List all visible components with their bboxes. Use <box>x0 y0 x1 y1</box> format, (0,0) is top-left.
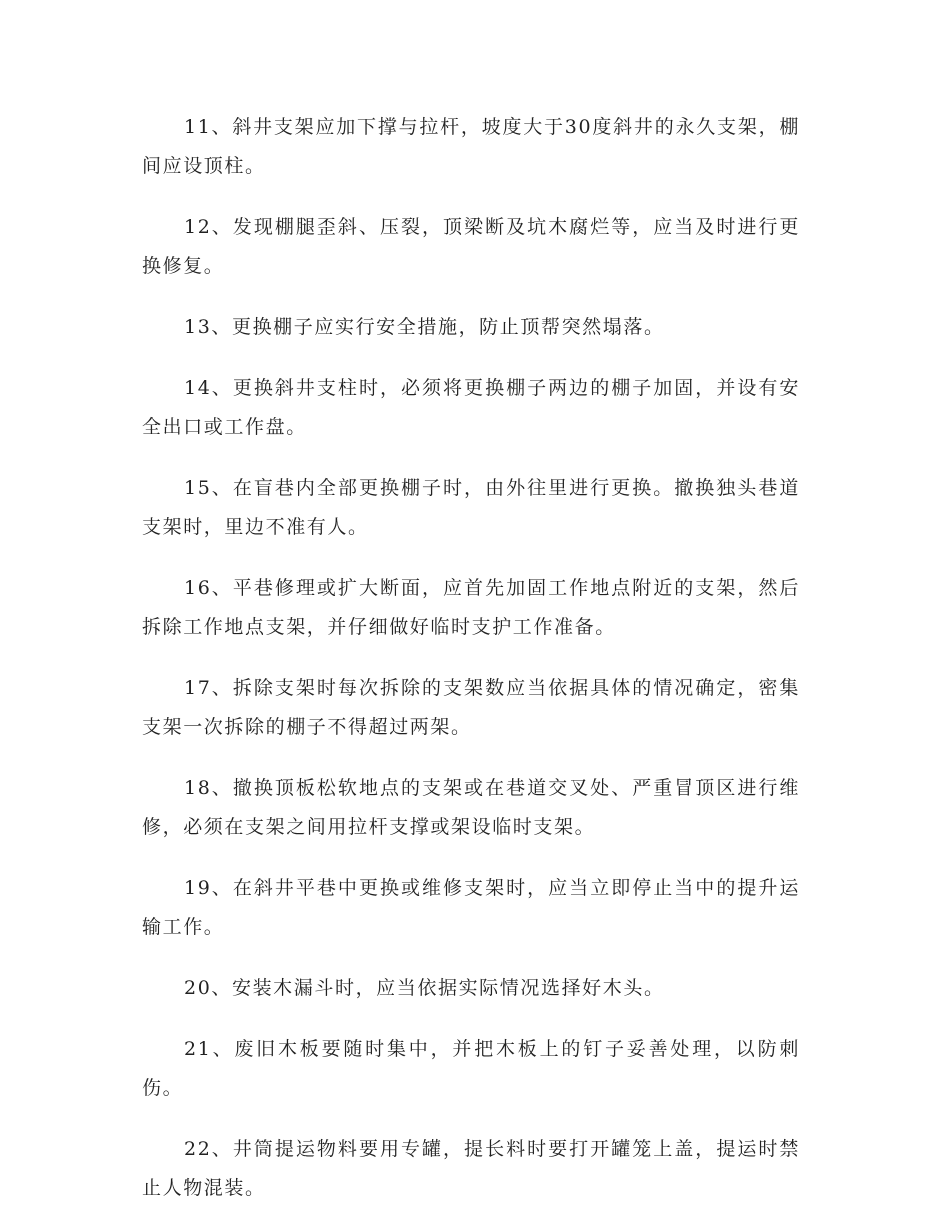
paragraph-17: 17、拆除支架时每次拆除的支架数应当依据具体的情况确定，密集支架一次拆除的棚子不得超过两架。 <box>142 677 800 738</box>
paragraph-20: 20、安装木漏斗时，应当依据实际情况选择好木头。 <box>184 977 665 999</box>
paragraph-16: 16、平巷修理或扩大断面，应首先加固工作地点附近的支架，然后拆除工作地点支架，并仔细做好临时支护工作准备。 <box>142 577 800 638</box>
paragraph-19: 19、在斜井平巷中更换或维修支架时，应当立即停止当中的提升运输工作。 <box>142 877 800 938</box>
paragraph-18: 18、撤换顶板松软地点的支架或在巷道交叉处、严重冒顶区进行维修，必须在支架之间用拉杆支撑或架设临时支架。 <box>142 777 800 838</box>
paragraph-12: 12、发现棚腿歪斜、压裂，顶梁断及坑木腐烂等，应当及时进行更换修复。 <box>142 216 800 277</box>
paragraph-11: 11、斜井支架应加下撑与拉杆，坡度大于30度斜井的永久支架，棚间应设顶柱。 <box>142 116 800 177</box>
document-page <box>142 108 800 1230</box>
paragraph-15: 15、在盲巷内全部更换棚子时，由外往里进行更换。撤换独头巷道支架时，里边不准有人。 <box>142 477 800 538</box>
paragraph-22: 22、井筒提运物料要用专罐，提长料时要打开罐笼上盖，提运时禁止人物混装。 <box>142 1138 800 1199</box>
paragraph-21: 21、废旧木板要随时集中，并把木板上的钉子妥善处理，以防刺伤。 <box>142 1038 800 1099</box>
paragraph-13: 13、更换棚子应实行安全措施，防止顶帮突然塌落。 <box>184 316 665 338</box>
paragraph-14: 14、更换斜井支柱时，必须将更换棚子两边的棚子加固，并设有安全出口或工作盘。 <box>142 377 800 438</box>
